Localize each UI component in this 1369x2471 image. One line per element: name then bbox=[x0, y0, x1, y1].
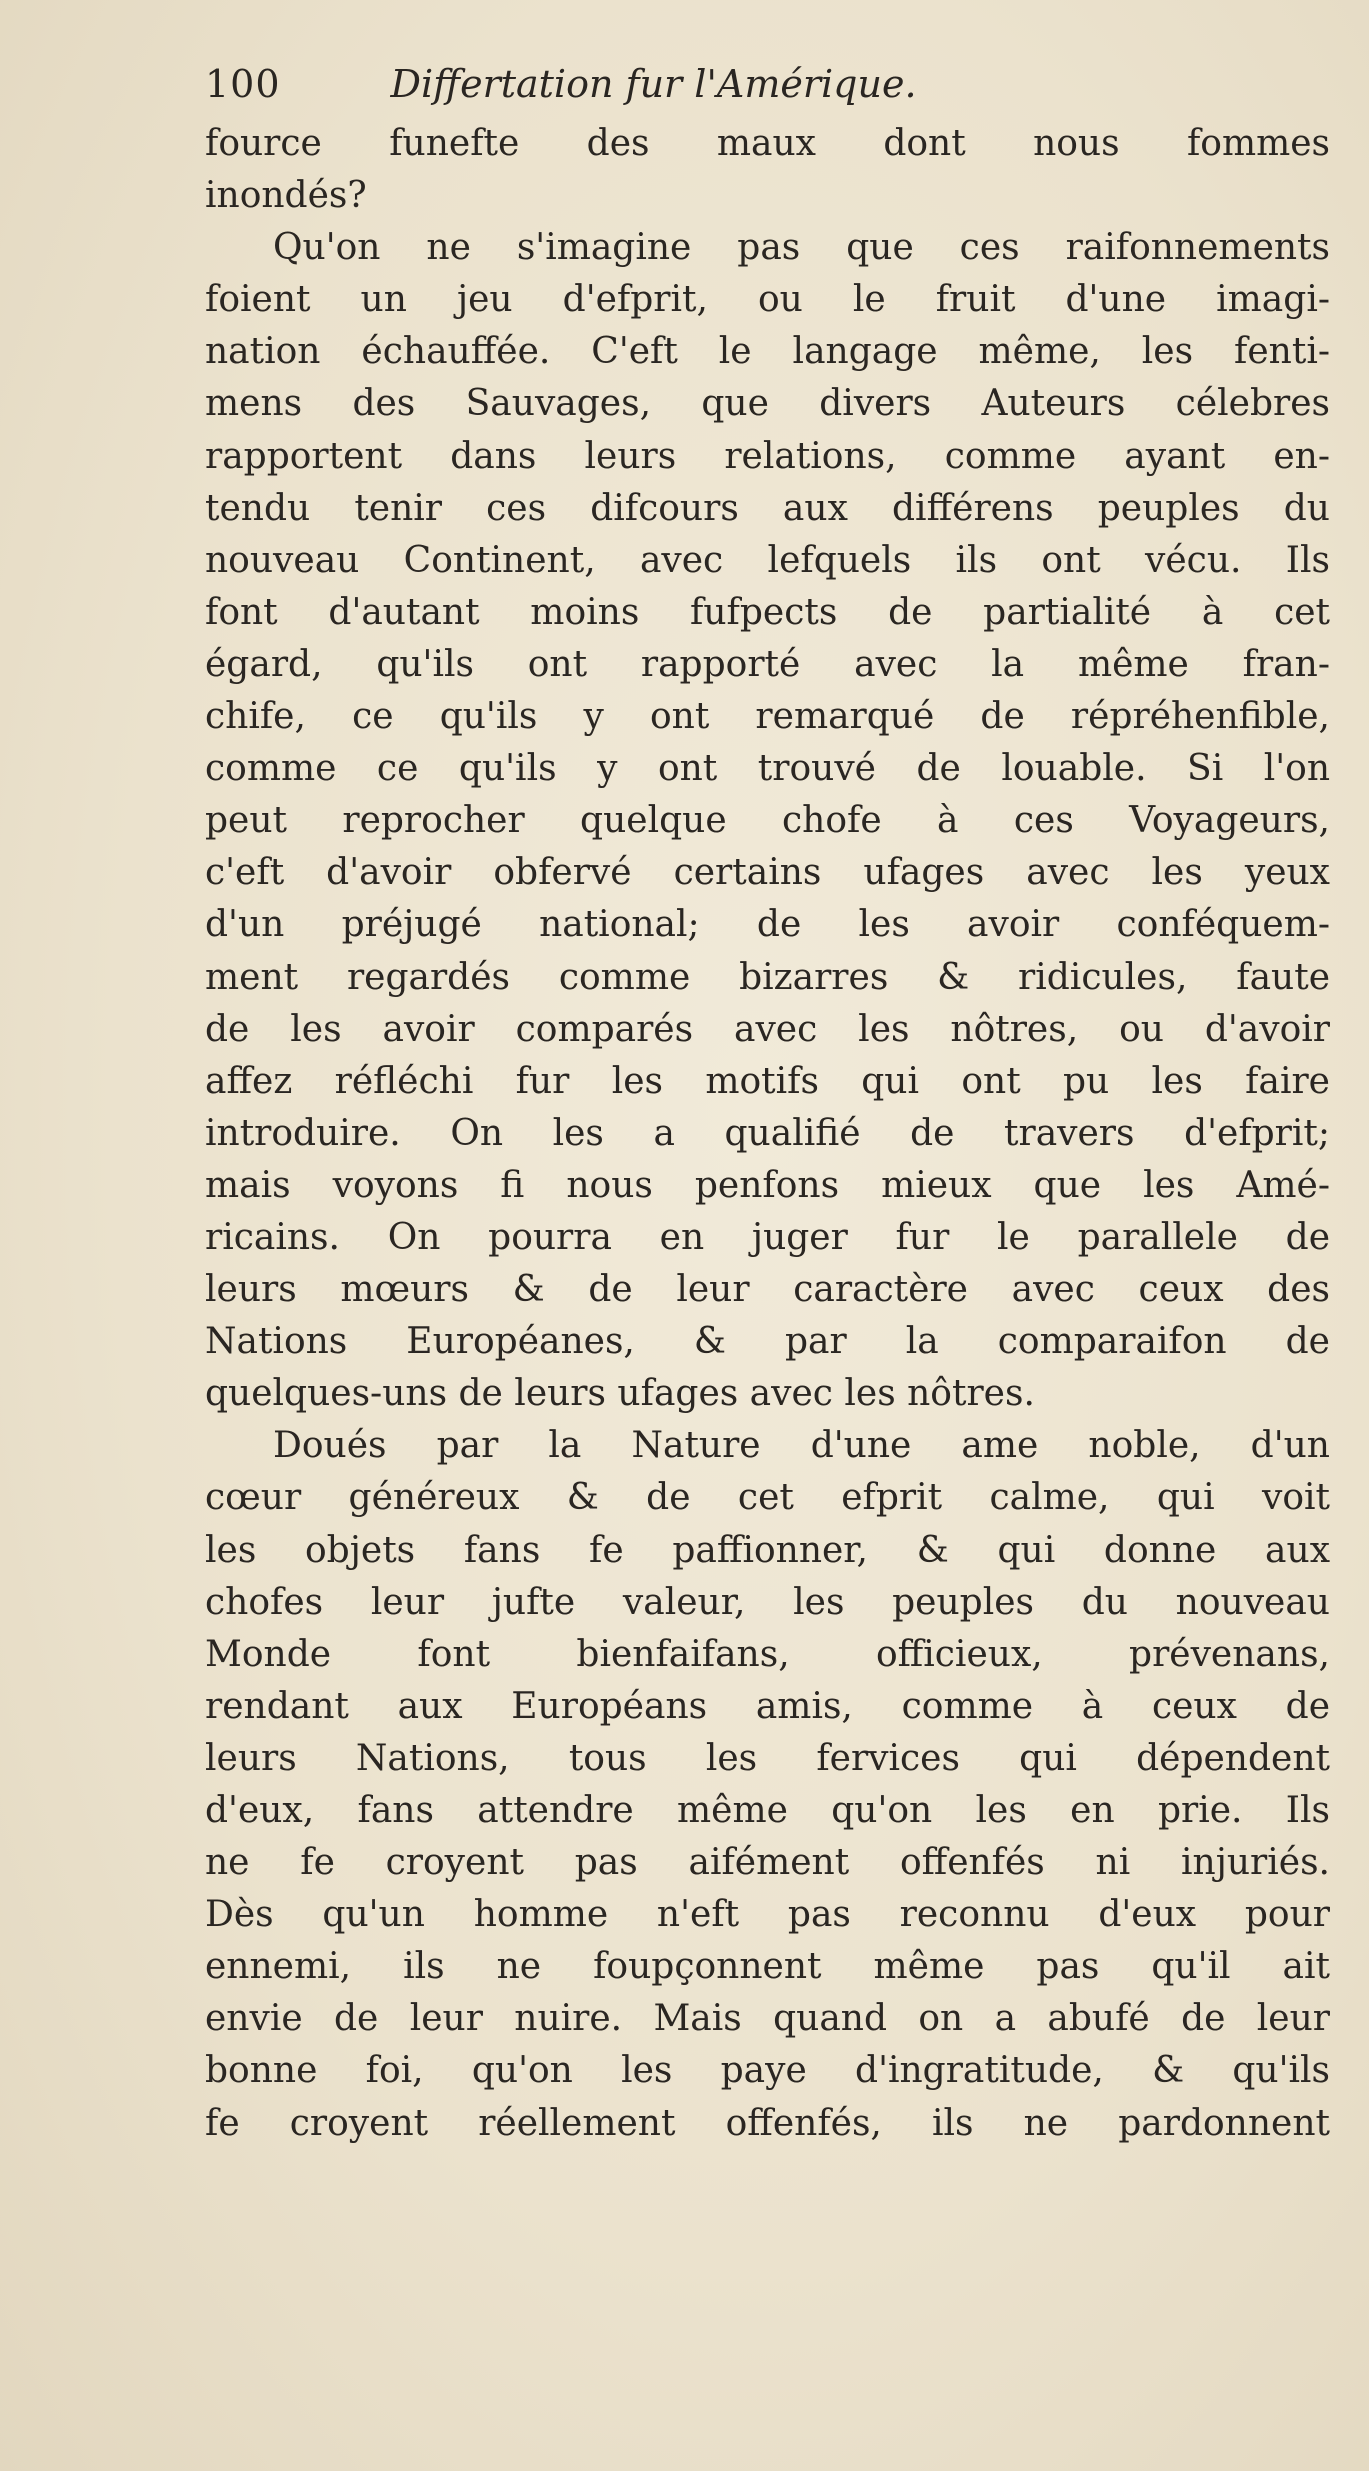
text-line: bonne foi, qu'on les paye d'ingratitude, & qu'ils bbox=[205, 2050, 1330, 2092]
text-line: Monde font bienfaifans, officieux, prévenans, bbox=[205, 1633, 1330, 1675]
body-text bbox=[205, 118, 1330, 2150]
text-line: d'eux, fans attendre même qu'on les en prie. Ils bbox=[205, 1790, 1330, 1831]
text-line: chofes leur jufte valeur, les peuples du nouveau bbox=[205, 1581, 1330, 1623]
text-line: ment regardés comme bizarres & ridicules, faute bbox=[205, 956, 1330, 998]
text-line: nouveau Continent, avec lefquels ils ont vécu. Ils bbox=[205, 539, 1330, 581]
text-line: leurs Nations, tous les fervices qui dépendent bbox=[205, 1737, 1330, 1779]
text-line: foient un jeu d'efprit, ou le fruit d'une imagi- bbox=[205, 279, 1330, 321]
text-line: leurs mœurs & de leur caractère avec ceux des bbox=[205, 1269, 1330, 1311]
text-line: mais voyons fi nous penfons mieux que les Amé- bbox=[205, 1164, 1330, 1206]
text-line: rendant aux Européans amis, comme à ceux de bbox=[205, 1685, 1330, 1727]
running-title: Differtation fur l'Amérique. bbox=[390, 62, 917, 106]
text-line: envie de leur nuire. Mais quand on a abufé de leur bbox=[205, 1998, 1330, 2040]
text-line: inondés? bbox=[205, 175, 367, 217]
page-text-block bbox=[205, 62, 1330, 2150]
text-line: introduire. On les a qualifié de travers d'efprit; bbox=[205, 1112, 1330, 1154]
text-line: fource funefte des maux dont nous fommes bbox=[205, 123, 1330, 164]
text-line: de les avoir comparés avec les nôtres, ou d'avoir bbox=[205, 1008, 1330, 1050]
page-number: 100 bbox=[205, 62, 281, 106]
text-line: Doués par la Nature d'une ame noble, d'un bbox=[273, 1425, 1330, 1467]
text-line: ne fe croyent pas aifément offenfés ni injuriés. bbox=[205, 1842, 1330, 1884]
text-line: ennemi, ils ne foupçonnent même pas qu'il ait bbox=[205, 1946, 1330, 1988]
text-line: cœur généreux & de cet efprit calme, qui voit bbox=[205, 1477, 1330, 1519]
text-line: c'eft d'avoir obfervé certains ufages avec les yeux bbox=[205, 852, 1330, 894]
text-line: chife, ce qu'ils y ont remarqué de répréhenfible, bbox=[205, 696, 1330, 738]
text-line: peut reprocher quelque chofe à ces Voyageurs, bbox=[205, 800, 1330, 842]
text-line: quelques-uns de leurs ufages avec les nôtres. bbox=[205, 1373, 1035, 1415]
text-line: Nations Européanes, & par la comparaifon de bbox=[205, 1321, 1330, 1363]
text-line: Dès qu'un homme n'eft pas reconnu d'eux pour bbox=[205, 1894, 1330, 1936]
page-header bbox=[205, 62, 1330, 118]
text-line: tendu tenir ces difcours aux différens peuples du bbox=[205, 487, 1330, 529]
text-line: fe croyent réellement offenfés, ils ne pardonnent bbox=[205, 2102, 1330, 2144]
text-line: rapportent dans leurs relations, comme ayant en- bbox=[205, 435, 1330, 477]
text-line: mens des Sauvages, que divers Auteurs célebres bbox=[205, 383, 1330, 425]
text-line: les objets fans fe paffionner, & qui donne aux bbox=[205, 1529, 1330, 1571]
text-line: affez réfléchi fur les motifs qui ont pu les faire bbox=[205, 1060, 1330, 1102]
text-line: ricains. On pourra en juger fur le parallele de bbox=[205, 1216, 1330, 1258]
text-line: d'un préjugé national; de les avoir conféquem- bbox=[205, 904, 1330, 946]
text-line: Qu'on ne s'imagine pas que ces raifonnements bbox=[273, 227, 1330, 269]
text-line: font d'autant moins fufpects de partialité à cet bbox=[205, 591, 1330, 633]
text-line: comme ce qu'ils y ont trouvé de louable. Si l'on bbox=[205, 748, 1330, 790]
text-line: nation échauffée. C'eft le langage même, les fenti- bbox=[205, 331, 1330, 373]
text-line: égard, qu'ils ont rapporté avec la même fran- bbox=[205, 643, 1330, 685]
